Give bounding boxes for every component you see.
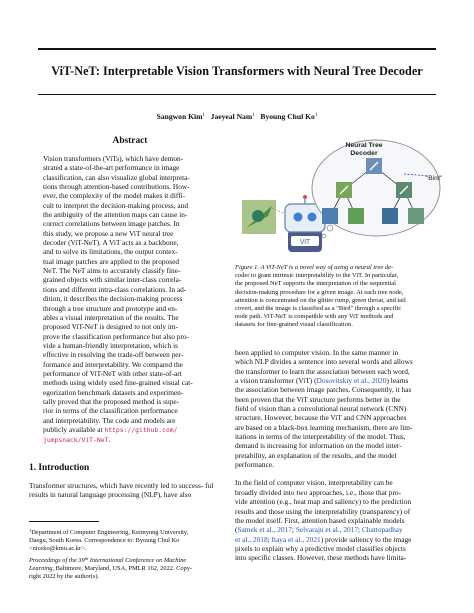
citation-link[interactable]: et al., 2018 [235,534,268,544]
citation-link[interactable]: Dosovitskiy et al., 2020 [316,376,387,386]
code-link[interactable]: jumpsnack/ViT-NeT [43,436,109,445]
footnote-proceedings: Proceedings of the 39th International Conference on Machine Learning, Baltimore, Maryland, USA, PMLR 162, 2022. Copy- right 2022 by the author(s). [29,556,193,580]
abstract-line: grained objects with similar inter-class correla- [43,275,182,285]
abstract-line: decoder (ViT-NeT). A ViT acts as a backbone, [43,238,179,248]
title-rule-bottom [38,94,436,95]
abstract-line: tions through attention-based contributions. How- [43,182,190,192]
abstract-line: tual image patches are applied to the proposed [43,256,180,266]
abstract-line: Vision transformers (ViTs), which have demon- [43,154,184,163]
abstract-line: proposed ViT-NeT is designed to not only im- [43,322,179,332]
author-name: Byoung Chul Ko [260,112,315,121]
author-affil-mark: 1 [202,113,205,118]
abstract-line: this study, we propose a new ViT neural tree [43,228,174,238]
footnote-rule [29,521,99,522]
intro-line: ful results in natural language processing (NLP), have also [29,481,214,500]
tree-label-line1: Neural Tree [345,142,383,149]
abstract-line: performance of ViT-NeT with other state-of-art [43,368,182,378]
abstract-line: tions and different intra-class correlations. In ad- [43,284,187,294]
intro-line: Transformer structures, which have recently led to success- [29,481,204,490]
figure-caption: Figure 1. A ViT-NeT is a novel way of using a neural tree de- coder to grant intrinsic interpretability to the ViT. In particular, the proposed NeT supports the interpretation of the sequential decision-making procedure for a given image. At each tree node, attention is concentrated on the glitter rump, green throat, and tail covert, and the image is classified as a "Bird" through a specific node path. ViT-NeT is compatible with any ViT methods and datasets for fine-grained visual classification. [235,264,406,329]
abstract-line: effective in resolving the trade-off between per- [43,350,184,360]
abstract-line: the ambiguity of the attention maps can cause in- [43,210,188,220]
right-column-body: been applied to computer vision. In the same manner in which NLP divides a sentence into several words and allows the transformer to learn the association between each word, a vision transformer (ViT) (Dosovitskiy et al., 2020) learns the association between image patches. Consequently, it has been proven that the ViT structure performs better in the field of vision than a convolutional neural network (CNN) structure. However, because the ViT and CNN approaches are based on a black-box learning mechanism, there are lim- itations in terms of the interpretability of the model. Thus, demand is increasing for information on the model inter- pretability, an explanation of the results, and the model performance. In the field of computer vision, interpretability can be broadly divided into two approaches, i.e., those that pro- vide attention (e.g., heat map and saliency) to the prediction results and those using the interpretability (transparency) of the model itself. First, attention based explainable models (Samek et al., 2017; Selvaraju et al., 2017; Chattopadhay et al., 2018; Itaya et al., 2021) provide saliency to the image pixels to explain why a predictive model classifies objects into specific classes. However, these methods have limita- [235,348,413,563]
figure-1 [236,132,449,256]
citation-link[interactable]: Samek et al., 2017 [237,525,292,535]
citation-link[interactable]: Selvaraju et al., 2017 [295,525,359,535]
abstract-line: formance and interpretability. We compared the [43,359,183,369]
bird-input-image [242,200,285,234]
abstract-line: dition, it describes the decision-making process [43,294,183,304]
abstract-line: jumpsnack/ViT-NeT. [43,435,111,445]
abstract-line: rior in terms of the classification performance [43,406,178,416]
footnote-affiliation: $^1$Department of Computer Engineering, Keimyung University, Daegu, South Korea. Correspondence to: Byoung Chul Ko <niceko@kmu.ac.kr>. [29,528,189,552]
author-name: Sangwon Kim [156,112,203,121]
abstract-line: NeT. The NeT aims to accurately classify fine- [43,266,181,276]
vit-net-diagram [236,132,449,256]
abstract-line: and interpretability. The code and models are [43,415,176,425]
footnote-mark: 1 [29,528,32,533]
author-list [30,112,444,121]
author-affil-mark: 1 [252,113,255,118]
abstract-line: prove the classification performance but also pro- [43,331,190,341]
abstract-line: cult to interpret the decision-making process, and [43,200,188,210]
abstract-line: correct correlations between image patches. In [43,219,180,229]
abstract-line: ever, the complexity of the model makes it diffi- [43,191,186,201]
abstract-heading: Abstract [112,136,148,146]
intro-heading: 1. Introduction [29,463,90,473]
abstract-line: and to solve its limitations, the output contex- [43,247,178,257]
abstract-line: through a tree structure and prototype and en- [43,303,178,313]
intro-body [29,481,231,500]
code-link[interactable]: https://github.com/ [104,425,178,434]
citation-link[interactable]: Chattopadhay [361,525,403,535]
abstract-line: egorization benchmark datasets and experimen- [43,387,184,397]
thought-cloud [312,140,443,238]
abstract-line: methods using widely used fine-grained visual cat- [43,378,193,388]
tree-label-line2: Decoder [350,150,378,157]
bird-output-label: "Bird" [426,175,443,182]
abstract-body [29,154,231,446]
author-affil-mark: 1 [314,113,318,118]
citation-link[interactable]: Itaya et al., 2021 [271,534,321,544]
abstract-line: classification, can also visualize global interpreta- [43,172,190,182]
title-rule-top [38,48,436,50]
paper-title: ViT-NeT: Interpretable Vision Transformers with Neural Tree Decoder [51,64,423,78]
abstract-line: strated a state-of-the-art performance in image [43,163,180,173]
abstract-line: ables a visual interpretation of the results. The [43,312,179,322]
abstract-line: publicly available at https://github.com/ [43,424,178,434]
abstract-line: vide a human-friendly interpretation, which is [43,340,179,350]
vit-label: ViT [299,239,311,246]
abstract-line: tally proved that the proposed method is supe- [43,396,180,406]
author-name: Jaeyeal Nam [210,112,253,121]
